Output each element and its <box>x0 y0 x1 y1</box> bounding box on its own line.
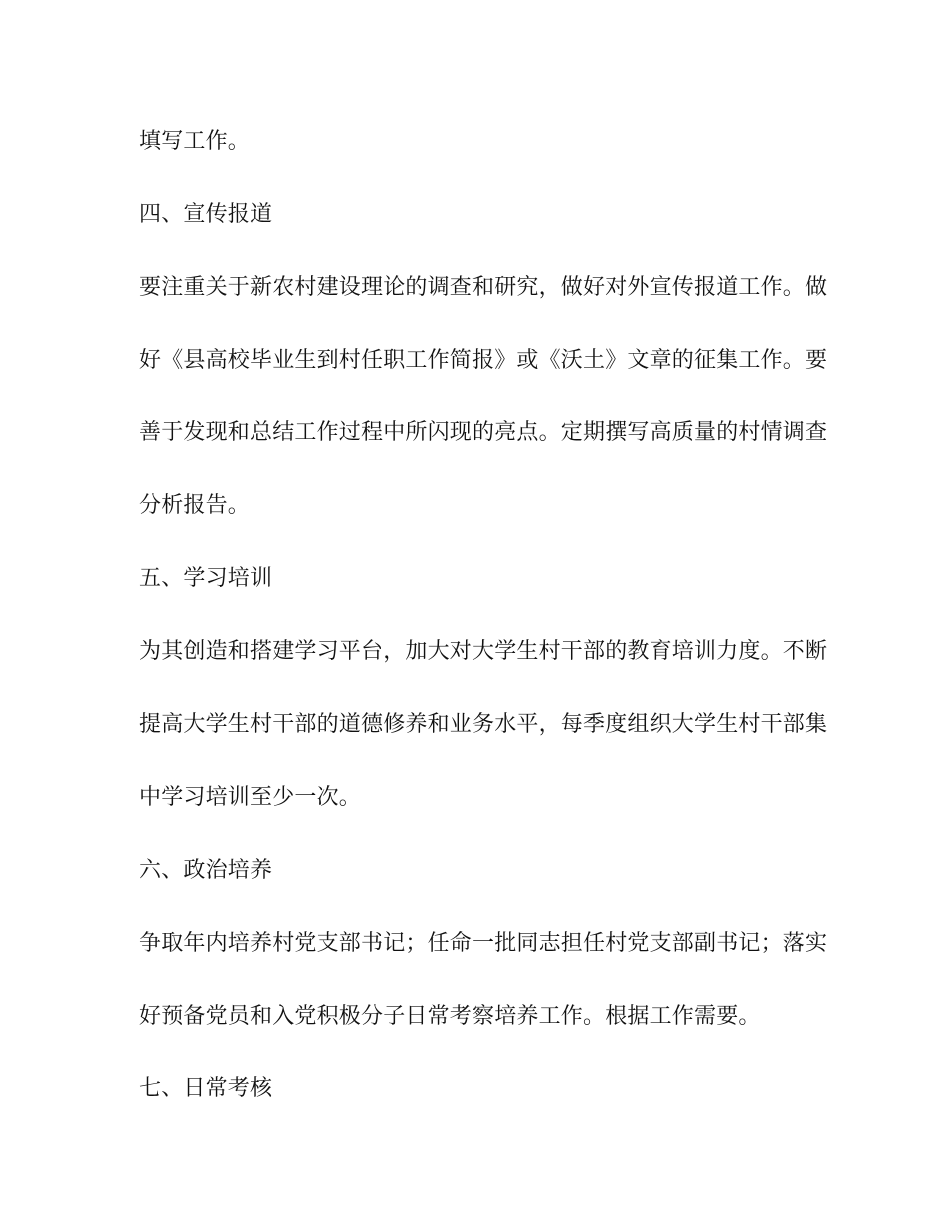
text-line: 要注重关于新农村建设理论的调查和研究，做好对外宣传报道工作。做 <box>139 275 828 300</box>
text-line: 争取年内培养村党支部书记；任命一批同志担任村党支部副书记；落实 <box>139 931 828 956</box>
section-heading: 七、日常考核 <box>139 1076 273 1101</box>
text-line: 好预备党员和入党积极分子日常考察培养工作。根据工作需要。 <box>139 1004 761 1029</box>
text-line: 分析报告。 <box>139 493 251 518</box>
text-line: 好《县高校毕业生到村任职工作简报》或《沃土》文章的征集工作。要 <box>139 348 828 373</box>
text-line: 中学习培训至少一次。 <box>139 785 362 810</box>
section-heading: 四、宣传报道 <box>139 202 273 227</box>
text-line: 填写工作。 <box>139 129 251 154</box>
section-heading: 六、政治培养 <box>139 858 273 883</box>
text-line: 提高大学生村干部的道德修养和业务水平，每季度组织大学生村干部集 <box>139 712 828 737</box>
section-heading: 五、学习培训 <box>139 566 273 591</box>
text-line: 善于发现和总结工作过程中所闪现的亮点。定期撰写高质量的村情调查 <box>139 420 828 445</box>
text-line: 为其创造和搭建学习平台，加大对大学生村干部的教育培训力度。不断 <box>139 639 828 664</box>
